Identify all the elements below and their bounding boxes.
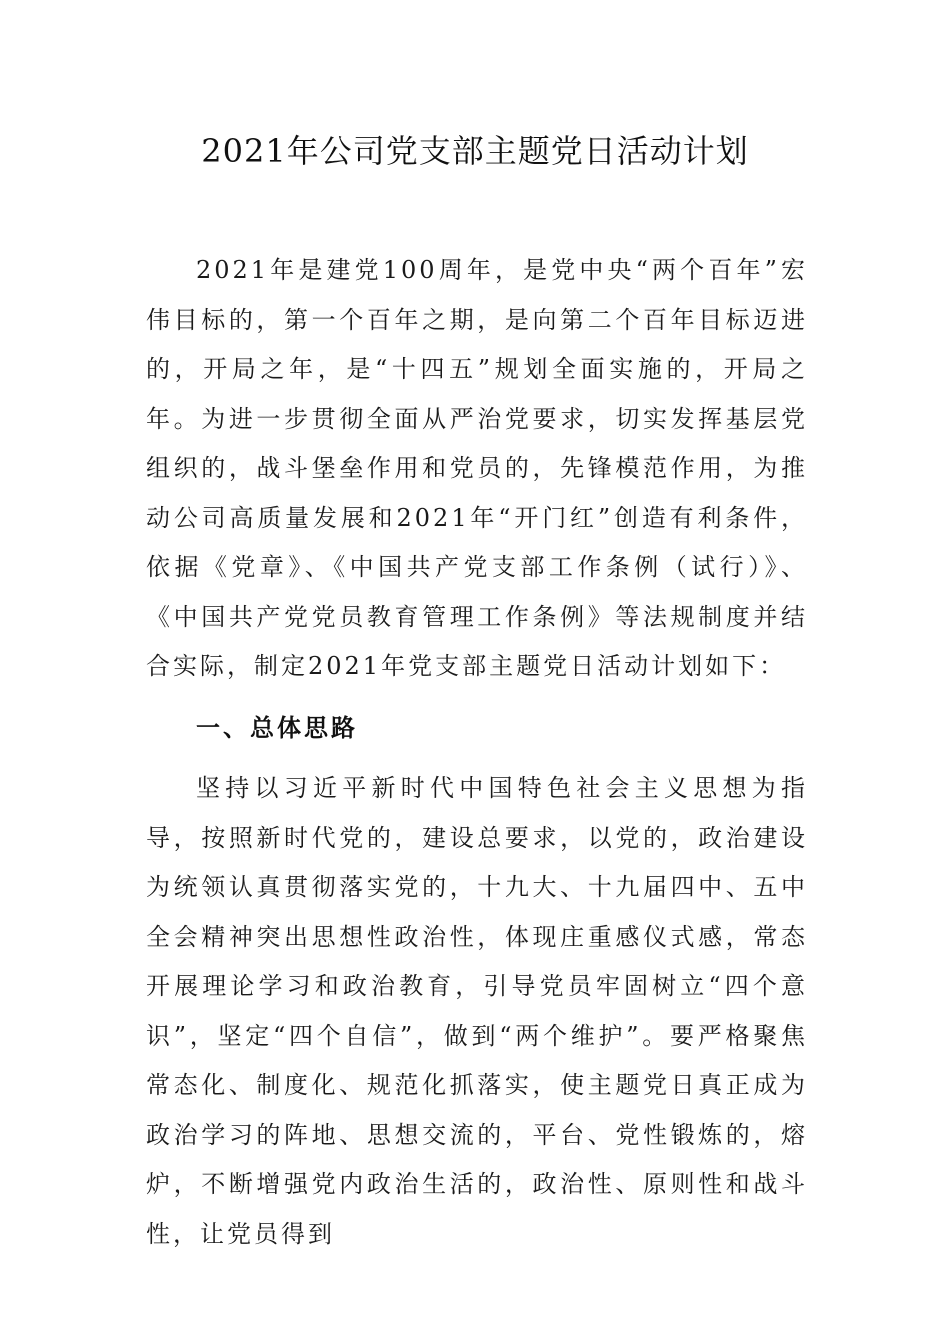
intro-paragraph: 2021年是建党100周年，是党中央“两个百年”宏伟目标的，第一个百年之期，是向第二个百年目标迈进的，开局之年，是“十四五”规划全面实施的，开局之年。为进一步贯彻全面从严治党要求，切实发挥基层党组织的，战斗堡垒作用和党员的，先锋模范作用，为推动公司高质量发展和2021年“开门红”创造有利条件，依据《党章》、《中国共产党支部工作条例（试行）》、《中国共产党党员教育管理工作条例》等法规制度并结合实际，制定2021年党支部主题党日活动计划如下： bbox=[146, 256, 808, 680]
overall-approach-paragraph: 坚持以习近平新时代中国特色社会主义思想为指导，按照新时代党的，建设总要求，以党的，政治建设为统领认真贯彻落实党的，十九大、十九届四中、五中全会精神突出思想性政治性，体现庄重感仪式感，常态开展理论学习和政治教育，引导党员牢固树立“四个意识”，坚定“四个自信”，做到“两个维护”。要严格聚焦常态化、制度化、规范化抓落实，使主题党日真正成为政治学习的阵地、思想交流的，平台、党性锻炼的，熔炉，不断增强党内政治生活的，政治性、原则性和战斗性，让党员得到 bbox=[146, 774, 808, 1248]
overall-approach-section bbox=[146, 764, 808, 1259]
document-title: 2021年公司党支部主题党日活动计划 bbox=[201, 132, 749, 170]
intro-section bbox=[146, 246, 808, 692]
section-heading-overall-approach: 一、总体思路 bbox=[196, 714, 358, 742]
